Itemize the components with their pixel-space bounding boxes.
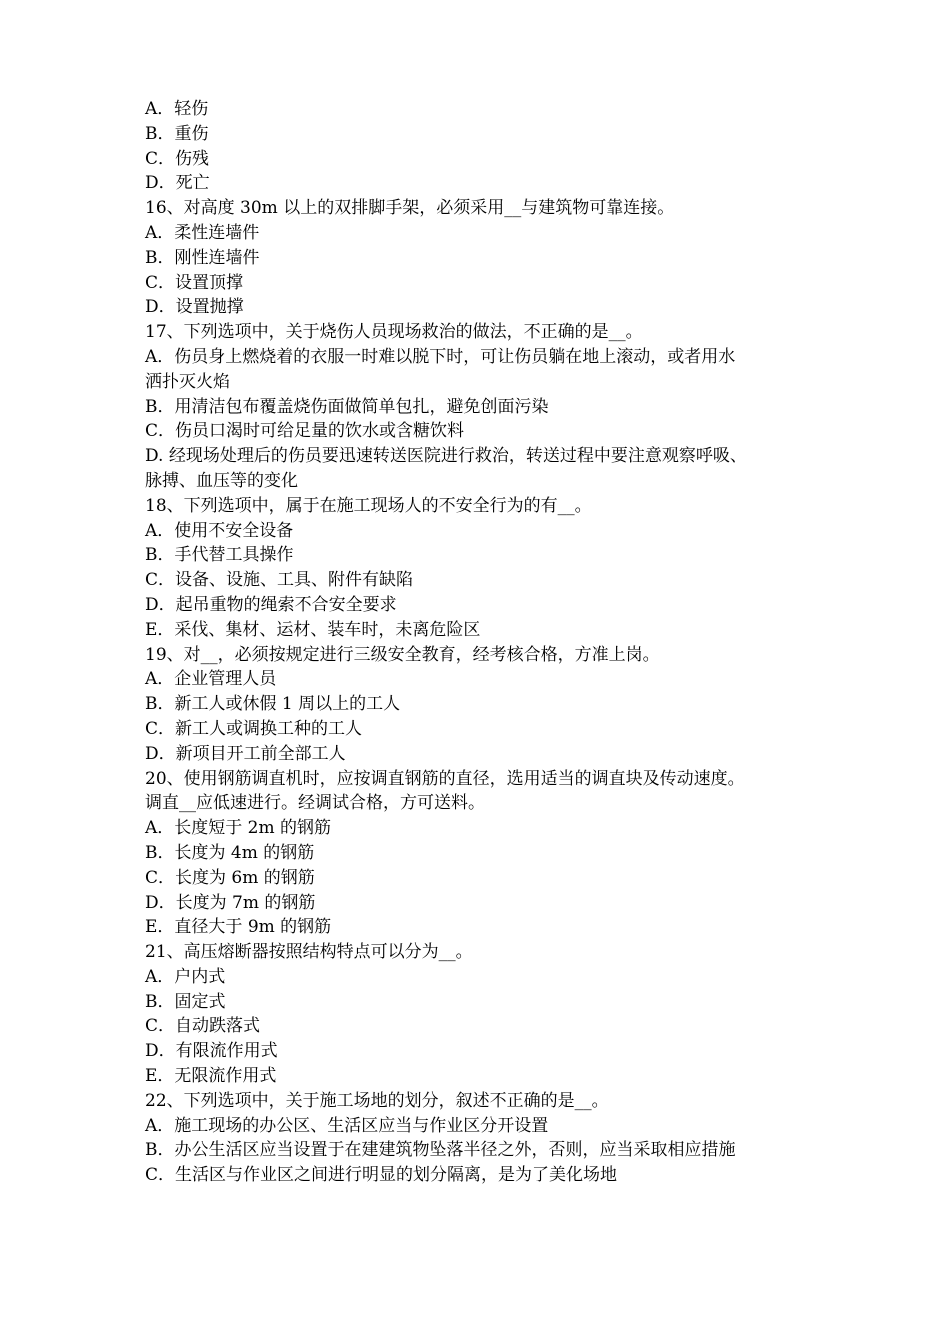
question-18: 18、下列选项中，属于在施工现场人的不安全行为的有__。 xyxy=(145,495,592,516)
question-21: 21、高压熔断器按照结构特点可以分为__。 xyxy=(145,942,473,963)
option-line: C．新工人或调换工种的工人 xyxy=(145,718,363,739)
option-line: A．户内式 xyxy=(145,966,226,987)
option-line: A．长度短于 2m 的钢筋 xyxy=(145,818,332,839)
option-line: D．有限流作用式 xyxy=(145,1041,278,1062)
option-line: C．设备、设施、工具、附件有缺陷 xyxy=(145,570,414,591)
option-line: C．伤员口渴时可给足量的饮水或含糖饮料 xyxy=(145,421,465,442)
option-line: C．设置顶撑 xyxy=(145,272,244,293)
question-20: 20、使用钢筋调直机时，应按调直钢筋的直径，选用适当的调直块及传动速度。 xyxy=(145,768,745,789)
document-page xyxy=(145,97,825,1188)
option-line: A．柔性连墙件 xyxy=(145,222,260,243)
option-line-continued: 脉搏、血压等的变化 xyxy=(145,470,298,491)
question-22: 22、下列选项中，关于施工场地的划分，叙述不正确的是__。 xyxy=(145,1090,609,1111)
option-line: B．手代替工具操作 xyxy=(145,545,294,566)
option-line: B．办公生活区应当设置于在建建筑物坠落半径之外，否则，应当采取相应措施 xyxy=(145,1140,736,1161)
option-line: E．采伐、集材、运材、装车时，未离危险区 xyxy=(145,619,481,640)
option-line: D．长度为 7m 的钢筋 xyxy=(145,892,316,913)
option-line: C．伤残 xyxy=(145,148,210,169)
option-line: E．直径大于 9m 的钢筋 xyxy=(145,917,332,938)
option-line-continued: 洒扑灭火焰 xyxy=(145,371,230,392)
option-line: B．用清洁包布覆盖烧伤面做简单包扎，避免创面污染 xyxy=(145,396,549,417)
option-line: B．重伤 xyxy=(145,123,209,144)
option-line: A．伤员身上燃烧着的衣服一时难以脱下时，可让伤员躺在地上滚动，或者用水 xyxy=(145,346,736,367)
question-17: 17、下列选项中，关于烧伤人员现场救治的做法，不正确的是__。 xyxy=(145,322,643,343)
option-line: D．新项目开工前全部工人 xyxy=(145,743,346,764)
option-line: E．无限流作用式 xyxy=(145,1066,277,1087)
option-line: A．使用不安全设备 xyxy=(145,520,294,541)
option-line: D. 经现场处理后的伤员要迅速转送医院进行救治，转送过程中要注意观察呼吸、 xyxy=(145,446,747,467)
option-line: B．新工人或休假 1 周以上的工人 xyxy=(145,694,401,715)
option-line: A．企业管理人员 xyxy=(145,669,277,690)
question-19: 19、对__，必须按规定进行三级安全教育，经考核合格，方准上岗。 xyxy=(145,644,660,665)
option-line: B．长度为 4m 的钢筋 xyxy=(145,842,315,863)
option-line: C．生活区与作业区之间进行明显的划分隔离，是为了美化场地 xyxy=(145,1165,618,1186)
question-16: 16、对高度 30m 以上的双排脚手架，必须采用__与建筑物可靠连接。 xyxy=(145,198,675,219)
question-20-continued: 调直__应低速进行。经调试合格，方可送料。 xyxy=(145,793,485,814)
option-line: D．起吊重物的绳索不合安全要求 xyxy=(145,594,397,615)
option-line: D．死亡 xyxy=(145,173,210,194)
option-line: D．设置抛撑 xyxy=(145,297,244,318)
option-line: C．自动跌落式 xyxy=(145,1016,261,1037)
option-line: B．固定式 xyxy=(145,991,226,1012)
option-line: C．长度为 6m 的钢筋 xyxy=(145,867,315,888)
option-line: A．轻伤 xyxy=(145,99,209,119)
option-line: A．施工现场的办公区、生活区应当与作业区分开设置 xyxy=(145,1115,549,1136)
option-line: B．刚性连墙件 xyxy=(145,247,260,268)
